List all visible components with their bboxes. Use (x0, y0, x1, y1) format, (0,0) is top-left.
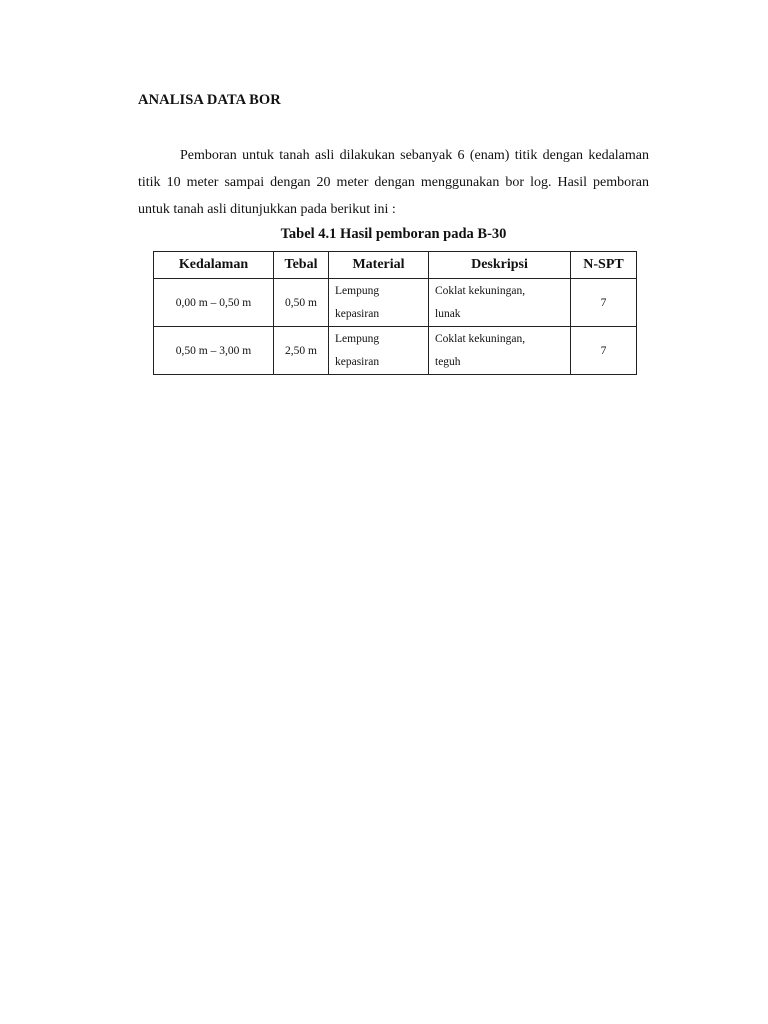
table-header-row (154, 252, 637, 279)
cell-nspt: 7 (571, 279, 637, 327)
table-caption: Tabel 4.1 Hasil pemboran pada B-30 (280, 226, 507, 242)
material-line-2: kepasiran (335, 356, 380, 368)
deskripsi-line-1: Coklat kekuningan, (435, 333, 526, 345)
cell-kedalaman: 0,50 m – 3,00 m (154, 327, 274, 375)
cell-material (329, 279, 429, 327)
cell-kedalaman: 0,00 m – 0,50 m (154, 279, 274, 327)
deskripsi-line-2: teguh (435, 356, 461, 368)
cell-deskripsi (429, 327, 571, 375)
deskripsi-line-2: lunak (435, 308, 461, 320)
boring-data-table (153, 251, 637, 375)
header-material: Material (329, 252, 429, 279)
cell-material (329, 327, 429, 375)
table-row (154, 327, 637, 375)
section-heading: ANALISA DATA BOR (138, 92, 281, 108)
header-kedalaman: Kedalaman (154, 252, 274, 279)
cell-nspt: 7 (571, 327, 637, 375)
cell-deskripsi (429, 279, 571, 327)
cell-tebal: 0,50 m (274, 279, 329, 327)
material-line-1: Lempung (335, 333, 380, 345)
header-nspt: N-SPT (571, 252, 637, 279)
body-paragraph: Pemboran untuk tanah asli dilakukan sebanyak 6 (enam) titik dengan kedalaman titik 10 meter sampai dengan 20 meter dengan menggunakan bor log. Hasil pemboran untuk tanah asli ditunjukkan pada berikut ini : (138, 148, 649, 217)
material-line-2: kepasiran (335, 308, 380, 320)
table-row (154, 279, 637, 327)
deskripsi-line-1: Coklat kekuningan, (435, 285, 526, 297)
header-deskripsi: Deskripsi (429, 252, 571, 279)
cell-tebal: 2,50 m (274, 327, 329, 375)
material-line-1: Lempung (335, 285, 380, 297)
header-tebal: Tebal (274, 252, 329, 279)
